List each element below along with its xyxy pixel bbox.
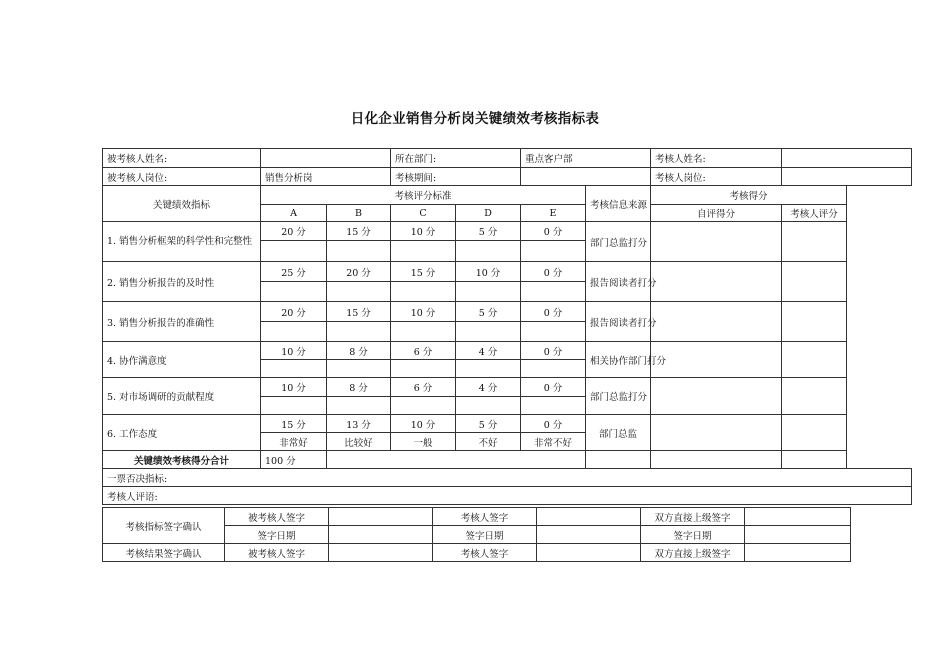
grade-description [261,360,327,378]
grade-description [456,241,521,262]
grade-score: 10 分 [391,302,456,322]
grade-score: 6 分 [391,378,456,397]
sign-row-1 [103,508,851,526]
assessor-name-field[interactable] [782,149,912,168]
grade-description: 一般 [391,433,456,451]
score-header: 考核得分 [651,186,847,205]
grade-description [391,322,456,342]
assessor-post-label: 考核人岗位: [651,168,782,186]
grade-score: 10 分 [261,378,327,397]
kpi-name: 2. 销售分析报告的及时性 [103,262,261,302]
grade-description: 非常好 [261,433,327,451]
grade-score: 20 分 [261,222,327,241]
grade-score: 20 分 [261,302,327,322]
grade-score: 4 分 [456,378,521,397]
grade-score: 6 分 [391,342,456,360]
grade-description [391,397,456,415]
period-field[interactable] [521,168,651,186]
self-score-field[interactable] [651,222,782,262]
assessor-score-field[interactable] [782,415,847,451]
assessee-name-label: 被考核人姓名: [103,149,261,168]
assessor-score-field[interactable] [782,262,847,302]
assessor-date-label: 签字日期 [433,526,537,544]
grade-description [456,397,521,415]
kpi-table [102,148,912,505]
grade-description [456,282,521,302]
grade-score: 5 分 [456,302,521,322]
superior-date-field[interactable] [745,526,851,544]
grade-c: C [391,205,456,222]
kpi-source: 报告阅读者打分 [586,262,651,302]
result-assessee-sign-label: 被考核人签字 [225,544,329,562]
kpi-name: 6. 工作态度 [103,415,261,451]
grade-description [521,241,586,262]
total-row [103,451,912,469]
kpi-row [103,378,912,397]
kpi-header: 关键绩效指标 [103,186,261,222]
grade-score: 5 分 [456,222,521,241]
grade-a: A [261,205,327,222]
criteria-header: 考核评分标准 [261,186,586,205]
assessor-score-field[interactable] [782,302,847,342]
grade-description [391,282,456,302]
grade-score: 8 分 [327,342,391,360]
grade-description [327,360,391,378]
assessor-score-field[interactable] [782,342,847,378]
info-row-1 [103,149,912,168]
grade-score: 0 分 [521,302,586,322]
total-assessor-score-field[interactable] [782,451,847,469]
comment-label: 考核人评语: [103,487,912,505]
period-label: 考核期间: [391,168,521,186]
grade-description [521,397,586,415]
kpi-row [103,302,912,322]
grade-d: D [456,205,521,222]
grade-description [521,360,586,378]
self-score-field[interactable] [651,415,782,451]
grade-description [261,397,327,415]
source-header: 考核信息来源 [586,186,651,222]
grade-score: 15 分 [261,415,327,433]
kpi-row [103,415,912,433]
total-source-blank [586,451,651,469]
grade-score: 0 分 [521,378,586,397]
comment-row [103,487,912,505]
grade-description [391,241,456,262]
grade-score: 0 分 [521,222,586,241]
kpi-row [103,222,912,241]
signature-table [102,507,851,562]
kpi-source: 部门总监打分 [586,222,651,262]
kpi-source: 部门总监 [586,415,651,451]
result-assessor-sign-field[interactable] [537,544,641,562]
self-score-field[interactable] [651,342,782,378]
result-confirm-label: 考核结果签字确认 [103,544,225,562]
sign-row-3 [103,544,851,562]
grade-score: 25 分 [261,262,327,282]
result-assessor-sign-label: 考核人签字 [433,544,537,562]
kpi-source: 相关协作部门打分 [586,342,651,378]
grade-description [521,282,586,302]
grade-score: 10 分 [261,342,327,360]
self-score-field[interactable] [651,378,782,415]
self-score-field[interactable] [651,262,782,302]
assessor-score-header: 考核人评分 [782,205,847,222]
dept-label: 所在部门: [391,149,521,168]
grade-score: 5 分 [456,415,521,433]
grade-score: 4 分 [456,342,521,360]
assessor-score-field[interactable] [782,378,847,415]
grade-description [327,241,391,262]
kpi-row [103,262,912,282]
superior-sign-label: 双方直接上级签字 [641,508,745,526]
assessor-post-field[interactable] [782,168,912,186]
grade-b: B [327,205,391,222]
grade-description [521,322,586,342]
grade-score: 10 分 [456,262,521,282]
assessee-date-field[interactable] [329,526,433,544]
veto-row [103,469,912,487]
grade-e: E [521,205,586,222]
grade-description [391,360,456,378]
grade-description [327,397,391,415]
kpi-source: 部门总监打分 [586,378,651,415]
header-row-1 [103,186,912,205]
grade-description: 比较好 [327,433,391,451]
grade-description [261,241,327,262]
total-label: 关键绩效考核得分合计 [103,451,261,469]
grade-description [327,282,391,302]
assessee-name-field[interactable] [261,149,391,168]
grade-score: 20 分 [327,262,391,282]
result-superior-sign-field[interactable] [745,544,851,562]
assessee-post-value: 销售分析岗 [261,168,391,186]
self-score-field[interactable] [651,302,782,342]
assessee-date-label: 签字日期 [225,526,329,544]
assessor-score-field[interactable] [782,222,847,262]
info-row-2 [103,168,912,186]
assessor-name-label: 考核人姓名: [651,149,782,168]
kpi-row [103,342,912,360]
grade-score: 10 分 [391,415,456,433]
grade-score: 0 分 [521,262,586,282]
total-blank [327,451,586,469]
grade-score: 15 分 [327,222,391,241]
veto-label: 一票否决指标: [103,469,912,487]
superior-date-label: 签字日期 [641,526,745,544]
grade-score: 8 分 [327,378,391,397]
grade-description: 非常不好 [521,433,586,451]
indicator-confirm-label: 考核指标签字确认 [103,508,225,544]
grade-description [261,282,327,302]
kpi-name: 1. 销售分析框架的科学性和完整性 [103,222,261,262]
grade-score: 10 分 [391,222,456,241]
grade-description [456,360,521,378]
result-superior-sign-label: 双方直接上级签字 [641,544,745,562]
total-value: 100 分 [261,451,327,469]
grade-description [261,322,327,342]
assessor-sign-label: 考核人签字 [433,508,537,526]
kpi-name: 5. 对市场调研的贡献程度 [103,378,261,415]
dept-value: 重点客户部 [521,149,651,168]
kpi-name: 4. 协作满意度 [103,342,261,378]
grade-score: 0 分 [521,415,586,433]
grade-score: 15 分 [327,302,391,322]
page-title: 日化企业销售分析岗关键绩效考核指标表 [350,111,600,127]
assessor-sign-field[interactable] [537,508,641,526]
grade-score: 13 分 [327,415,391,433]
grade-score: 0 分 [521,342,586,360]
result-assessee-sign-field[interactable] [329,544,433,562]
assessee-sign-field[interactable] [329,508,433,526]
self-score-header: 自评得分 [651,205,782,222]
kpi-source: 报告阅读者打分 [586,302,651,342]
kpi-name: 3. 销售分析报告的准确性 [103,302,261,342]
assessee-post-label: 被考核人岗位: [103,168,261,186]
superior-sign-field[interactable] [745,508,851,526]
grade-description [456,322,521,342]
grade-description [327,322,391,342]
grade-score: 15 分 [391,262,456,282]
assessor-date-field[interactable] [537,526,641,544]
total-self-score-field[interactable] [651,451,782,469]
assessee-sign-label: 被考核人签字 [225,508,329,526]
grade-description: 不好 [456,433,521,451]
